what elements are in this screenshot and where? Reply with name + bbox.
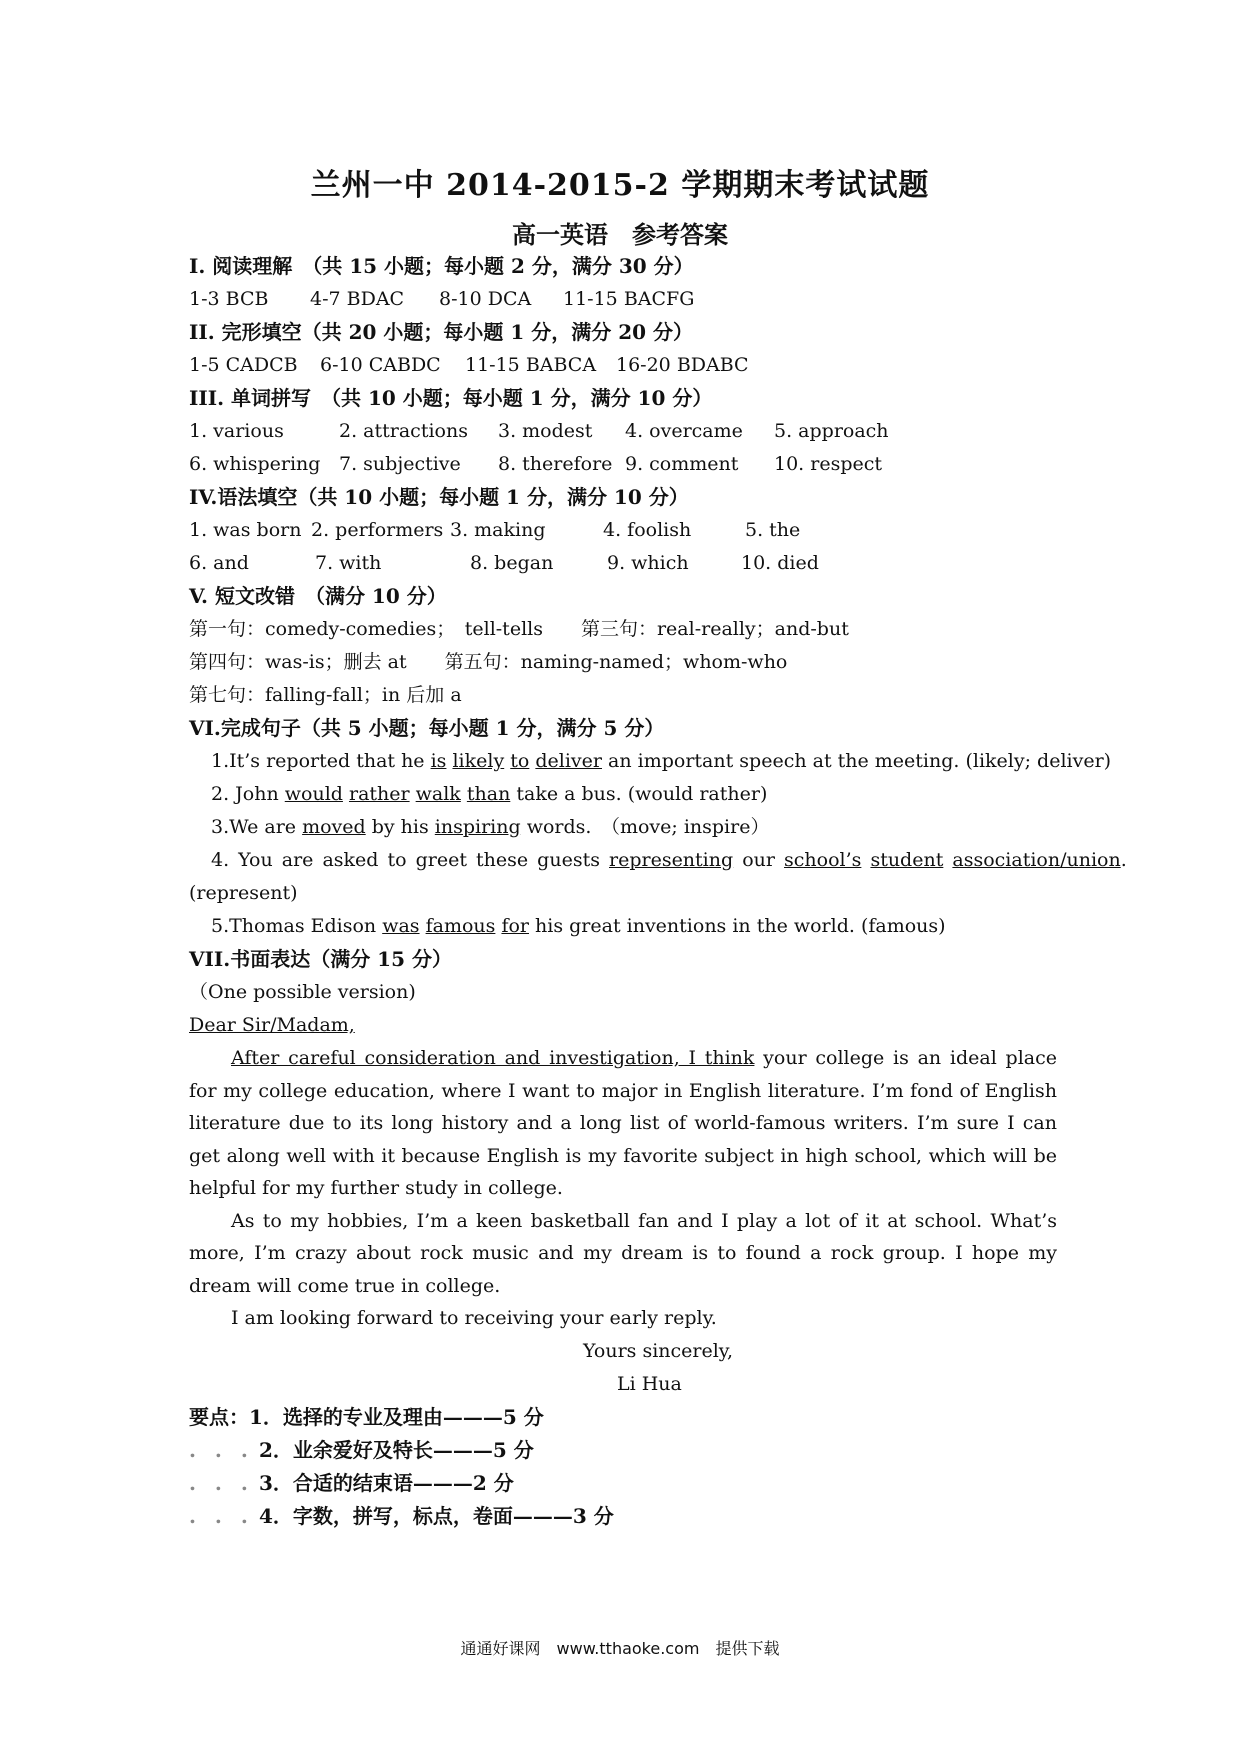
section-4-heading: IV.语法填空（共 10 小题；每小题 1 分，满分 10 分） bbox=[189, 485, 689, 509]
blank-answer: moved bbox=[302, 816, 366, 838]
sentence-text: 5.Thomas Edison bbox=[211, 915, 383, 937]
word-answer: 9. comment bbox=[625, 453, 739, 475]
blank-answer: walk bbox=[415, 783, 461, 805]
sentence-text: our bbox=[733, 849, 785, 871]
answer-group: 1-5 CADCB bbox=[189, 354, 298, 376]
letter-paragraph-3: I am looking forward to receiving your early reply. bbox=[231, 1307, 717, 1329]
section-3-row-1 bbox=[189, 415, 1057, 448]
sentence-4 bbox=[189, 844, 1127, 877]
page-subtitle: 高一英语 参考答案 bbox=[512, 220, 728, 249]
letter-paragraph-2: As to my hobbies, I’m a keen basketball fan and I play a lot of it at school. What’s more, I’m crazy about rock music and my dream is to found a rock group. I hope my dream will come true in college. bbox=[189, 1209, 1057, 1297]
grammar-answer: 9. which bbox=[607, 552, 689, 574]
section-2-heading: II. 完形填空（共 20 小题；每小题 1 分，满分 20 分） bbox=[189, 320, 693, 344]
scoring-point bbox=[189, 1467, 1057, 1500]
blank-answer: for bbox=[501, 915, 529, 937]
blank-answer: representing bbox=[609, 849, 734, 871]
word-answer: 2. attractions bbox=[339, 420, 468, 442]
word-answer: 5. approach bbox=[774, 420, 889, 442]
section-2-answers bbox=[189, 349, 1057, 382]
blank-answer: student bbox=[870, 849, 944, 871]
letter-closing: Yours sincerely, bbox=[583, 1339, 734, 1362]
sentence-3 bbox=[189, 811, 1057, 844]
blank-answer: was bbox=[382, 915, 420, 937]
grammar-answer: 1. was born bbox=[189, 519, 302, 541]
sentence-2 bbox=[189, 778, 1057, 811]
section-3-heading: III. 单词拼写 （共 10 小题；每小题 1 分，满分 10 分） bbox=[189, 386, 713, 410]
sentence-text: 2. John bbox=[211, 783, 285, 805]
grammar-answer: 6. and bbox=[189, 552, 249, 574]
dot-leader: . . . bbox=[189, 1470, 254, 1495]
sentence-text: 1.It’s reported that he bbox=[211, 750, 431, 772]
blank-answer: to bbox=[510, 750, 530, 772]
version-note: （One possible version) bbox=[189, 981, 416, 1003]
sentence-1 bbox=[189, 745, 1112, 778]
section-5-heading: V. 短文改错 （满分 10 分） bbox=[189, 584, 447, 608]
sentence-5 bbox=[189, 910, 1057, 943]
section-4-row-1 bbox=[189, 514, 1057, 547]
grammar-answer: 10. died bbox=[741, 552, 819, 574]
sentence-text: 3.We are bbox=[211, 816, 303, 838]
sentence-text: by his bbox=[365, 816, 435, 838]
paragraph-text: your college is an ideal place for my college education, where I want to major in English literature. I’m fond of English literature due to its long history and a long list of world-famous writers. I’m sure I can get along well with it because English is my favorite subject in high school, which will be helpful for my further study in college. bbox=[189, 1047, 1057, 1199]
answer-group: 6-10 CABDC bbox=[320, 354, 441, 376]
letter-signature: Li Hua bbox=[617, 1372, 682, 1395]
point-text: 1．选择的专业及理由———5 分 bbox=[249, 1404, 544, 1429]
letter-paragraph-1 bbox=[189, 1042, 1057, 1205]
dot-leader: . . . bbox=[189, 1503, 254, 1528]
blank-answer: rather bbox=[348, 783, 410, 805]
blank-answer: school’s bbox=[784, 849, 862, 871]
blank-answer: association/union bbox=[952, 849, 1121, 871]
underlined-phrase: After careful consideration and investigation, I think bbox=[231, 1047, 755, 1069]
section-6-heading: VI.完成句子（共 5 小题；每小题 1 分，满分 5 分） bbox=[189, 716, 665, 740]
sentence-text: words. （move; inspire） bbox=[520, 816, 770, 838]
scoring-point bbox=[189, 1434, 1057, 1467]
blank-answer: likely bbox=[452, 750, 505, 772]
page-footer: 通通好课网 www.tthaoke.com 提供下载 bbox=[460, 1639, 780, 1658]
word-answer: 6. whispering bbox=[189, 453, 321, 475]
sentence-text: his great inventions in the world. (famous) bbox=[529, 915, 946, 937]
point-text: 4．字数，拼写，标点，卷面———3 分 bbox=[259, 1503, 614, 1528]
correction-line: 第七句：falling-fall；in 后加 a bbox=[189, 684, 462, 706]
grammar-answer: 4. foolish bbox=[603, 519, 692, 541]
sentence-4-hint: (represent) bbox=[189, 882, 298, 904]
grammar-answer: 5. the bbox=[745, 519, 801, 541]
section-4-row-2 bbox=[189, 547, 1057, 580]
section-1-answers bbox=[189, 283, 1057, 316]
scoring-point bbox=[189, 1500, 1057, 1533]
section-7-heading: VII.书面表达（满分 15 分） bbox=[189, 947, 452, 971]
letter-greeting: Dear Sir/Madam, bbox=[189, 1014, 355, 1036]
sentence-text: 4. You are asked to greet these guests bbox=[211, 849, 609, 871]
blank-answer: would bbox=[284, 783, 343, 805]
points-label: 要点： bbox=[189, 1404, 249, 1429]
blank-answer: than bbox=[466, 783, 511, 805]
answer-group: 1-3 BCB bbox=[189, 288, 269, 310]
word-answer: 4. overcame bbox=[625, 420, 743, 442]
section-1-heading: I. 阅读理解 （共 15 小题；每小题 2 分，满分 30 分） bbox=[189, 254, 694, 278]
word-answer: 7. subjective bbox=[339, 453, 461, 475]
answer-content bbox=[189, 250, 1127, 1533]
sentence-text: take a bus. (would rather) bbox=[510, 783, 768, 805]
word-answer: 3. modest bbox=[498, 420, 593, 442]
blank-answer: deliver bbox=[535, 750, 602, 772]
blank-answer: is bbox=[430, 750, 447, 772]
grammar-answer: 2. performers bbox=[311, 519, 444, 541]
blank-answer: inspiring bbox=[434, 816, 521, 838]
answer-group: 11-15 BACFG bbox=[563, 288, 695, 310]
word-answer: 1. various bbox=[189, 420, 284, 442]
section-3-row-2 bbox=[189, 448, 1057, 481]
answer-group: 11-15 BABCA bbox=[465, 354, 597, 376]
answer-group: 8-10 DCA bbox=[439, 288, 532, 310]
grammar-answer: 8. began bbox=[470, 552, 554, 574]
point-text: 3．合适的结束语———2 分 bbox=[259, 1470, 514, 1495]
answer-group: 4-7 BDAC bbox=[310, 288, 405, 310]
grammar-answer: 3. making bbox=[450, 519, 546, 541]
correction-line: 第一句：comedy-comedies； tell-tells 第三句：real-really；and-but bbox=[189, 618, 849, 640]
point-text: 2．业余爱好及特长———5 分 bbox=[259, 1437, 534, 1462]
word-answer: 8. therefore bbox=[498, 453, 613, 475]
correction-line: 第四句：was-is；删去 at 第五句：naming-named；whom-who bbox=[189, 651, 788, 673]
scoring-point bbox=[189, 1401, 1057, 1434]
word-answer: 10. respect bbox=[774, 453, 883, 475]
page-title: 兰州一中 2014-2015-2 学期期末考试试题 bbox=[310, 168, 930, 203]
answer-group: 16-20 BDABC bbox=[616, 354, 749, 376]
blank-answer: famous bbox=[425, 915, 496, 937]
grammar-answer: 7. with bbox=[315, 552, 382, 574]
sentence-text: an important speech at the meeting. (likely; deliver) bbox=[602, 750, 1112, 772]
dot-leader: . . . bbox=[189, 1437, 254, 1462]
sentence-text: . bbox=[1120, 849, 1127, 871]
